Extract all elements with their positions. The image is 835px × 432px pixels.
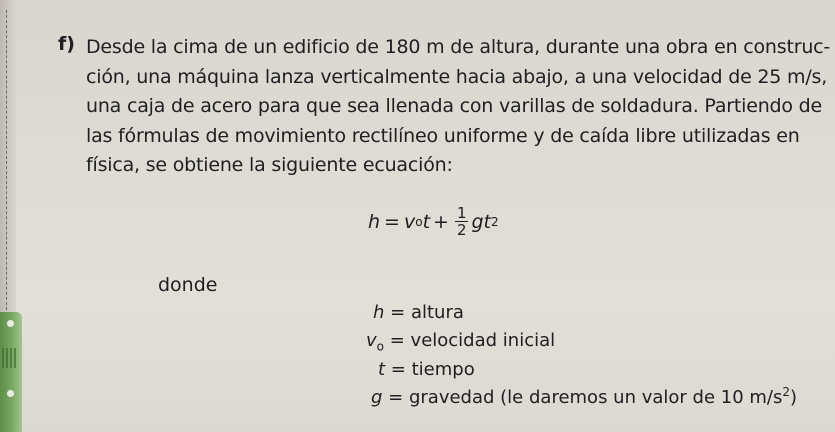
eq-t-squared: t <box>483 210 491 233</box>
def-text: = gravedad (le daremos un valor de 10 m/s <box>388 387 783 408</box>
eq-g: g <box>471 210 484 233</box>
fraction-numerator: 1 <box>456 204 467 222</box>
def-symbol: t <box>378 359 386 380</box>
def-symbol: g <box>371 387 383 408</box>
statement-line: ción, una máquina lanza verticalmente hacia abajo, a una velocidad de 25 m/s, <box>86 65 828 88</box>
tab-marks <box>2 348 18 368</box>
def-text: = altura <box>390 302 464 323</box>
statement-line: Desde la cima de un edificio de 180 m de altura, durante una obra en construc- <box>86 36 831 58</box>
eq-t: t <box>422 210 431 233</box>
eq-plus: + <box>433 210 449 233</box>
motion-equation: h = v o t + $\frac{1}{2}$ g t 2 <box>368 204 499 239</box>
def-superscript: 2 <box>782 385 790 399</box>
margin-dash-line <box>6 10 7 310</box>
tab-hole <box>7 390 14 397</box>
def-text: = velocidad inicial <box>389 330 556 351</box>
eq-v: v <box>403 210 416 233</box>
def-symbol: h <box>373 302 385 323</box>
statement-line: física, se obtiene la siguiente ecuación: <box>86 154 453 176</box>
definition-g <box>371 387 797 408</box>
definition-h <box>373 302 464 323</box>
definition-t <box>378 359 475 380</box>
fraction-denominator: 2 <box>456 221 467 239</box>
eq-fraction <box>455 205 469 238</box>
statement-line: una caja de acero para que sea llenada con varillas de soldadura. Partiendo de <box>86 95 823 117</box>
statement-line: las fórmulas de movimiento rectilíneo uniforme y de caída libre utilizadas en <box>86 124 800 147</box>
eq-equals: = <box>384 210 400 233</box>
problem-label: f) <box>58 33 75 55</box>
def-subscript: o <box>376 339 384 354</box>
def-text: = tiempo <box>390 359 475 380</box>
problem-statement <box>86 33 831 181</box>
green-binder-tab <box>0 312 22 432</box>
def-close-paren: ) <box>789 387 798 408</box>
tab-hole <box>7 320 14 327</box>
eq-h: h <box>368 210 381 233</box>
def-symbol: v <box>366 330 377 351</box>
donde-label: donde <box>158 274 218 296</box>
definition-v0 <box>366 330 556 354</box>
